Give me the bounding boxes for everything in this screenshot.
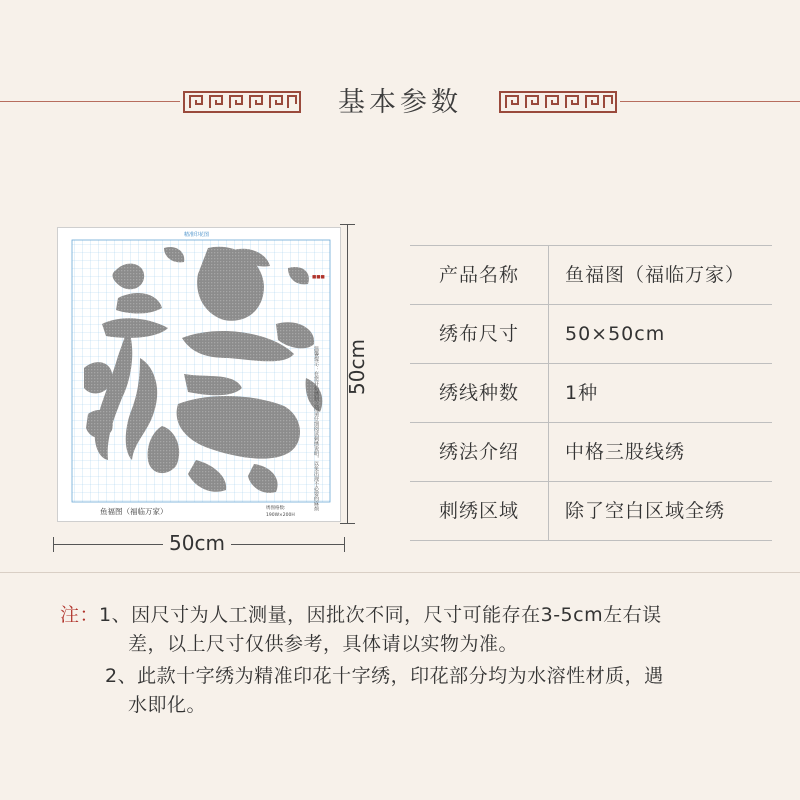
note-prefix: 注： [60,604,100,626]
note-1-text: 1、因尺寸为人工测量，因批次不同，尺寸可能存在3-5cm左右误 [99,604,662,626]
spec-divider [548,423,549,481]
spec-value: 50×50cm [565,323,666,345]
spec-row [410,245,772,305]
note-line-2-continued: 水即化。 [128,694,207,716]
page-title: 基本参数 [338,87,462,118]
spec-key: 刺绣区域 [438,500,519,522]
height-dimension-cap-top [340,224,355,225]
note-line-2: 2、此款十字绣为精准印花十字绣，印花部分均为水溶性材质，遇 [105,665,664,687]
spec-divider [548,246,549,304]
height-dimension-label: 50cm [345,339,369,395]
spec-table [410,245,772,541]
spec-value: 1种 [565,382,599,404]
spec-value: 中格三股线绣 [565,441,686,463]
product-image [57,227,341,522]
spec-row [410,364,772,423]
spec-key: 绣法介绍 [438,441,519,463]
height-dimension-cap-bottom [340,523,355,524]
brand-stamp: ■■■ [312,275,325,280]
spec-row [410,305,772,364]
spec-divider [548,482,549,540]
header-rule-right [620,101,800,102]
width-dimension-cap-left [53,537,54,552]
spec-row [410,423,772,482]
cross-stitch-pattern [58,228,340,521]
spec-key: 绣布尺寸 [438,323,519,345]
pattern-caption: 鱼福图（福临万家） [100,507,168,516]
section-divider [0,572,800,573]
width-dimension-cap-right [344,537,345,552]
spec-row [410,482,772,541]
spec-key: 产品名称 [438,264,519,286]
stitch-count-value: 190W×200H [266,513,295,518]
spec-value: 除了空白区域全绣 [565,500,726,522]
fret-ornament-right [498,90,618,114]
side-tip-text: 温馨提示：在您开始绣制之前请仔细阅读刺绣说明，以免出现不必要的麻烦 [313,346,319,511]
spec-divider [548,305,549,363]
note-line-1-continued: 差，以上尺寸仅供参考，具体请以实物为准。 [128,633,519,655]
note-line-1 [60,600,662,627]
pattern-top-label: 精准印花图 [184,232,210,238]
spec-key: 绣线种数 [438,382,519,404]
spec-divider [548,364,549,422]
spec-value: 鱼福图（福临万家） [565,264,746,286]
width-dimension-label: 50cm [163,531,231,555]
stitch-count-label: 绣图格数: [266,506,286,511]
